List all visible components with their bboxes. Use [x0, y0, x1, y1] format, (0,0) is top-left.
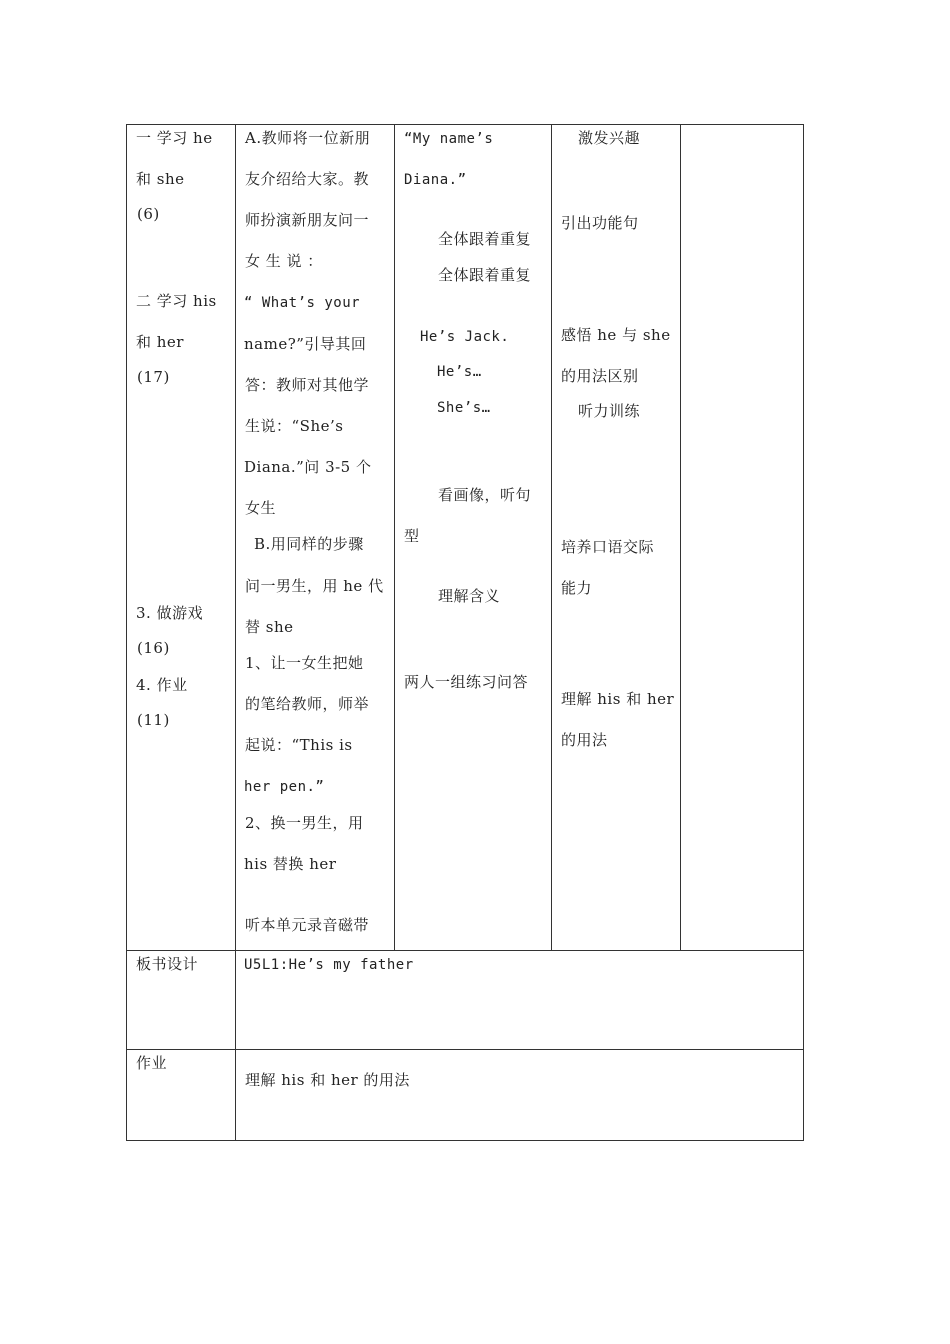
student-activity-line: 两人一组练习问答 [404, 673, 529, 691]
student-activity-line: She’s… [437, 400, 491, 416]
student-activity-line: He’s… [437, 364, 482, 380]
step2-time: (17) [137, 368, 170, 386]
step1-title-cont: 和 she [136, 170, 185, 188]
student-activity-line: 看画像，听句 [438, 486, 532, 504]
student-activity-line: Diana.” [404, 172, 467, 188]
teacher-activity-line: her pen.” [244, 779, 325, 795]
student-activity-line: 型 [404, 527, 420, 545]
teacher-activity-line: 友介绍给大家。教 [245, 170, 370, 188]
teacher-activity-line: 听本单元录音磁带 [245, 916, 370, 934]
step2-title-cont: 和 her [136, 333, 184, 351]
step3-title: 3. 做游戏 [136, 604, 204, 622]
board-design-label: 板书设计 [136, 955, 199, 973]
teacher-activity-line: 女 生 说 ： [245, 252, 323, 270]
col-divider-3 [551, 124, 552, 950]
teacher-activity-line: his 替换 her [244, 855, 337, 873]
teacher-activity-line: 2、换一男生，用 [245, 814, 364, 832]
teacher-activity-line: 问一男生，用 he 代 [245, 577, 384, 595]
teacher-activity-line: 的笔给教师，师举 [245, 695, 370, 713]
step1-time: (6) [137, 205, 160, 223]
step4-time: (11) [137, 711, 170, 729]
row-divider-board [126, 950, 804, 951]
teacher-activity-line: B.用同样的步骤 [254, 535, 364, 553]
teacher-activity-line: name?”引导其回 [244, 335, 367, 353]
student-activity-line: He’s Jack. [420, 329, 510, 345]
design-intent-line: 激发兴趣 [578, 129, 641, 147]
student-activity-line: 理解含义 [438, 587, 501, 605]
design-intent-line: 听力训练 [578, 402, 641, 420]
row-divider-homework [126, 1049, 804, 1050]
design-intent-line: 培养口语交际 [561, 538, 655, 556]
homework-content: 理解 his 和 her 的用法 [245, 1071, 410, 1089]
step3-time: (16) [137, 639, 170, 657]
teacher-activity-line: 答：教师对其他学 [245, 376, 370, 394]
teacher-activity-line: Diana.”问 3-5 个 [244, 458, 372, 476]
teacher-activity-line: 替 she [245, 618, 294, 636]
teacher-activity-line: 女生 [245, 499, 277, 517]
step2-title: 二 学习 his [136, 292, 217, 310]
teacher-activity-line: 师扮演新朋友问一 [245, 211, 370, 229]
board-design-content: U5L1:He’s my father [244, 957, 414, 973]
design-intent-line: 引出功能句 [561, 214, 639, 232]
design-intent-line: 的用法区别 [561, 367, 639, 385]
teacher-activity-line: 1、让一女生把她 [245, 654, 364, 672]
col-divider-1 [235, 124, 236, 1141]
student-activity-line: “My name’s [404, 131, 494, 147]
step4-title: 4. 作业 [136, 676, 188, 694]
teacher-activity-line: 起说：“This is [245, 736, 353, 754]
teacher-activity-line: “ What’s your [244, 295, 361, 311]
student-activity-line: 全体跟着重复 [438, 266, 532, 284]
design-intent-line: 感悟 he 与 she [561, 326, 671, 344]
teacher-activity-line: 生说：“She’s [245, 417, 344, 435]
design-intent-line: 的用法 [561, 731, 608, 749]
col-divider-2 [394, 124, 395, 950]
step1-title: 一 学习 he [136, 129, 213, 147]
homework-label: 作业 [136, 1054, 168, 1072]
design-intent-line: 能力 [561, 579, 593, 597]
design-intent-line: 理解 his 和 her [561, 690, 675, 708]
student-activity-line: 全体跟着重复 [438, 230, 532, 248]
col-divider-4 [680, 124, 681, 950]
teacher-activity-line: A.教师将一位新朋 [245, 129, 371, 147]
